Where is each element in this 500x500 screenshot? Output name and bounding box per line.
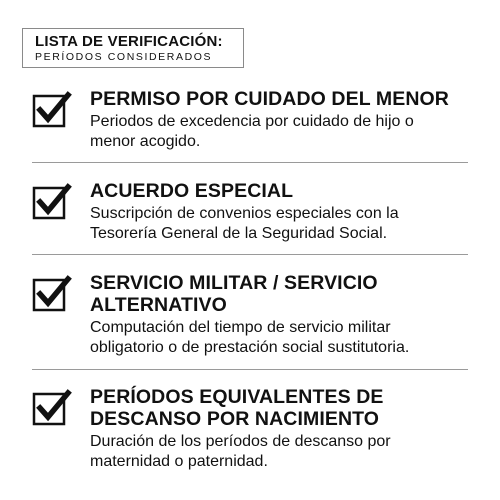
- divider: [32, 254, 468, 255]
- checkbox-checked-icon[interactable]: [32, 388, 72, 428]
- item-title: PERMISO POR CUIDADO DEL MENOR: [90, 88, 449, 110]
- item-title: ACUERDO ESPECIAL: [90, 180, 294, 202]
- divider: [32, 162, 468, 163]
- item-description: Duración de los períodos de descanso por maternidad o paternidad.: [90, 433, 391, 470]
- header-title: LISTA DE VERIFICACIÓN:: [35, 33, 223, 50]
- item-title: PERÍODOS EQUIVALENTES DE DESCANSO POR NACIMIENTO: [90, 386, 384, 430]
- item-description: Suscripción de convenios especiales con la Tesorería General de la Seguridad Social.: [90, 205, 399, 242]
- item-description: Periodos de excedencia por cuidado de hijo o menor acogido.: [90, 113, 414, 150]
- checkbox-checked-icon[interactable]: [32, 90, 72, 130]
- checkbox-checked-icon[interactable]: [32, 274, 72, 314]
- item-title: SERVICIO MILITAR / SERVICIO ALTERNATIVO: [90, 272, 378, 316]
- checkbox-checked-icon[interactable]: [32, 182, 72, 222]
- header-subtitle: PERÍODOS CONSIDERADOS: [35, 51, 213, 63]
- divider: [32, 369, 468, 370]
- item-description: Computación del tiempo de servicio militar obligatorio o de prestación social sustitutoria.: [90, 319, 410, 356]
